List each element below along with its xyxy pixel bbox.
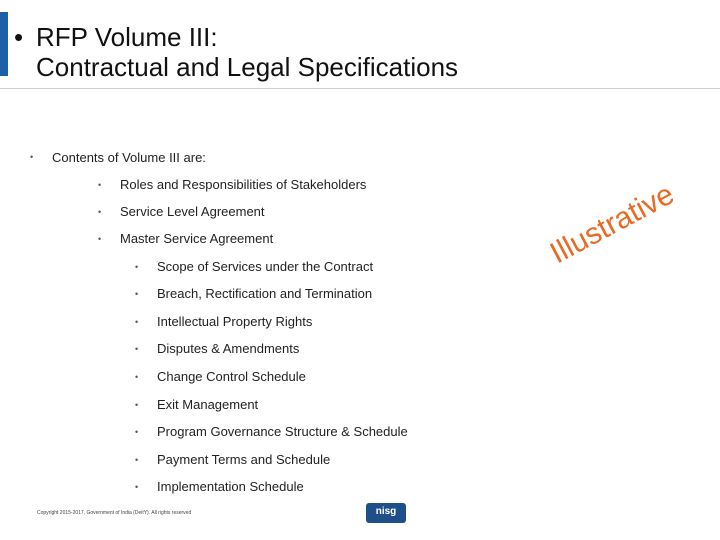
list-item: Change Control Schedule	[157, 369, 306, 384]
list-item: Master Service Agreement	[120, 231, 274, 246]
list-item: Roles and Responsibilities of Stakeholders	[120, 177, 367, 192]
list-item: Disputes & Amendments	[157, 341, 300, 356]
title-line-2: Contractual and Legal Specifications	[36, 52, 459, 82]
bullet-icon: •	[135, 289, 139, 299]
copyright-footer: Copyright 2015-2017, Government of India (DeitY). All rights reserved	[37, 510, 192, 516]
title-bullet: •	[14, 22, 24, 52]
bullet-icon: •	[30, 152, 34, 162]
intro-text: Contents of Volume III are:	[52, 150, 206, 165]
bullet-icon: •	[135, 455, 139, 465]
title-accent-bar	[0, 12, 8, 76]
bullet-icon: •	[98, 234, 102, 244]
bullet-icon: •	[135, 344, 139, 354]
bullet-icon: •	[135, 482, 139, 492]
watermark-text: Illustrative	[545, 177, 680, 271]
list-item: Scope of Services under the Contract	[157, 259, 374, 274]
illustrative-watermark	[545, 160, 715, 280]
list-item: Breach, Rectification and Termination	[157, 286, 373, 301]
list-item: Intellectual Property Rights	[157, 314, 313, 329]
bullet-icon: •	[135, 262, 139, 272]
list-item: Service Level Agreement	[120, 204, 265, 219]
bullet-icon: •	[135, 427, 139, 437]
list-item: Exit Management	[157, 397, 259, 412]
bullet-icon: •	[135, 317, 139, 327]
logo-text: nisg	[375, 506, 397, 517]
list-item: Implementation Schedule	[157, 479, 304, 494]
list-item: Payment Terms and Schedule	[157, 452, 331, 467]
list-item: Program Governance Structure & Schedule	[157, 424, 408, 439]
bullet-icon: •	[135, 400, 139, 410]
bullet-icon: •	[98, 207, 102, 217]
title-divider	[0, 88, 720, 89]
title-line-1: RFP Volume III:	[36, 22, 218, 52]
bullet-icon: •	[135, 372, 139, 382]
nisg-logo	[366, 503, 406, 523]
bullet-icon: •	[98, 180, 102, 190]
